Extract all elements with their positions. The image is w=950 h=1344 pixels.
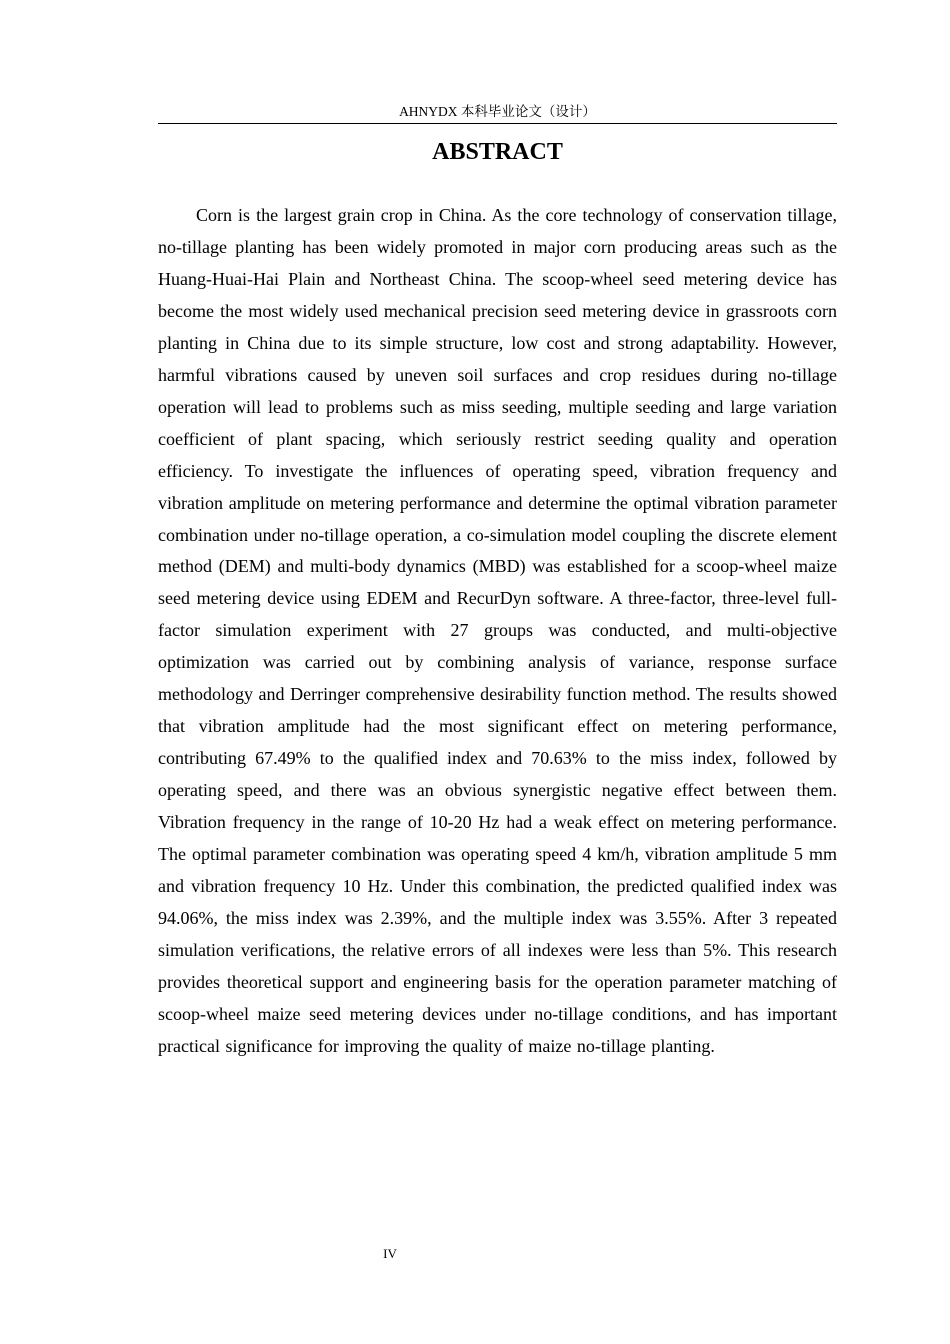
abstract-title: ABSTRACT <box>432 139 563 165</box>
header-rule <box>158 123 837 124</box>
running-header: AHNYDX 本科毕业论文（设计） <box>399 104 596 119</box>
abstract-body: Corn is the largest grain crop in China. As the core technology of conservation tillage, no-tillage planting has been widely promoted in major corn producing areas such as the Huang-Huai-Hai Plain and Northeast China. The scoop-wheel seed metering device has become the most widely used mechanical precision seed metering device in grassroots corn planting in China due to its simple structure, low cost and strong adaptability. However, harmful vibrations caused by uneven soil surfaces and crop residues during no-tillage operation will lead to problems such as miss seeding, multiple seeding and large variation coefficient of plant spacing, which seriously restrict seeding quality and operation efficiency. To investigate the influences of operating speed, vibration frequency and vibration amplitude on metering performance and determine the optimal vibration parameter combination under no-tillage operation, a co-simulation model coupling the discrete element method (DEM) and multi-body dynamics (MBD) was established for a scoop-wheel maize seed metering device using EDEM and RecurDyn software. A three-factor, three-level full-factor simulation experiment with 27 groups was conducted, and multi-objective optimization was carried out by combining analysis of variance, response surface methodology and Derringer comprehensive desirability function method. The results showed that vibration amplitude had the most significant effect on metering performance, contributing 67.49% to the qualified index and 70.63% to the miss index, followed by operating speed, and there was an obvious synergistic negative effect between them. Vibration frequency in the range of 10-20 Hz had a weak effect on metering performance. The optimal parameter combination was operating speed 4 km/h, vibration amplitude 5 mm and vibration frequency 10 Hz. Under this combination, the predicted qualified index was 94.06%, the miss index was 2.39%, and the multiple index was 3.55%. After 3 repeated simulation verifications, the relative errors of all indexes were less than 5%. This research provides theoretical support and engineering basis for the operation parameter matching of scoop-wheel maize seed metering devices under no-tillage conditions, and has important practical significance for improving the quality of maize no-tillage planting. <box>158 205 837 1056</box>
page-number: IV <box>383 1246 397 1261</box>
